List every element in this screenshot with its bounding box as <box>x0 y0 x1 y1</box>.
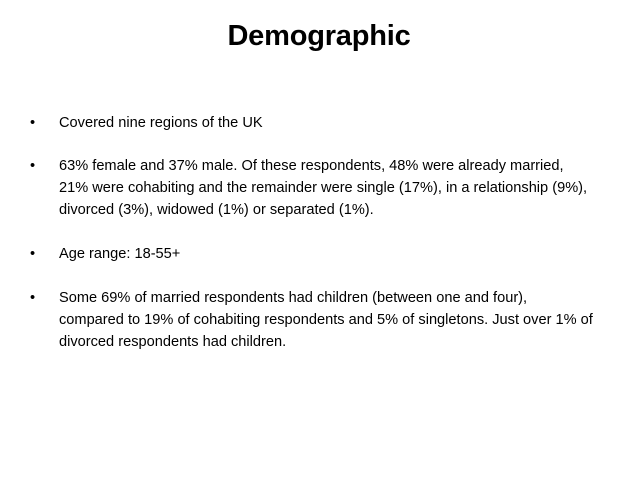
slide-title: Demographic <box>227 20 411 52</box>
bullet-list <box>30 112 595 375</box>
bullet-icon: • <box>30 158 36 174</box>
bullet-item-children <box>30 287 595 353</box>
bullet-icon: • <box>30 290 36 306</box>
bullet-text: Some 69% of married respondents had children (between one and four), compared to 19% of cohabiting respondents and 5% of singletons. Just over 1% of divorced respondents had children. <box>59 290 593 350</box>
bullet-text: 63% female and 37% male. Of these respondents, 48% were already married, 21% were cohabiting and the remainder were single (17%), in a relationship (9%), divorced (3%), widowed (1%) or separated (1%). <box>59 158 588 218</box>
bullet-item-gender-status <box>30 155 595 221</box>
bullet-item-regions <box>30 112 595 134</box>
bullet-item-age-range <box>30 243 595 265</box>
bullet-icon: • <box>30 246 36 262</box>
bullet-icon: • <box>30 115 36 131</box>
bullet-text: Age range: 18-55+ <box>59 246 181 262</box>
bullet-text: Covered nine regions of the UK <box>59 115 263 131</box>
